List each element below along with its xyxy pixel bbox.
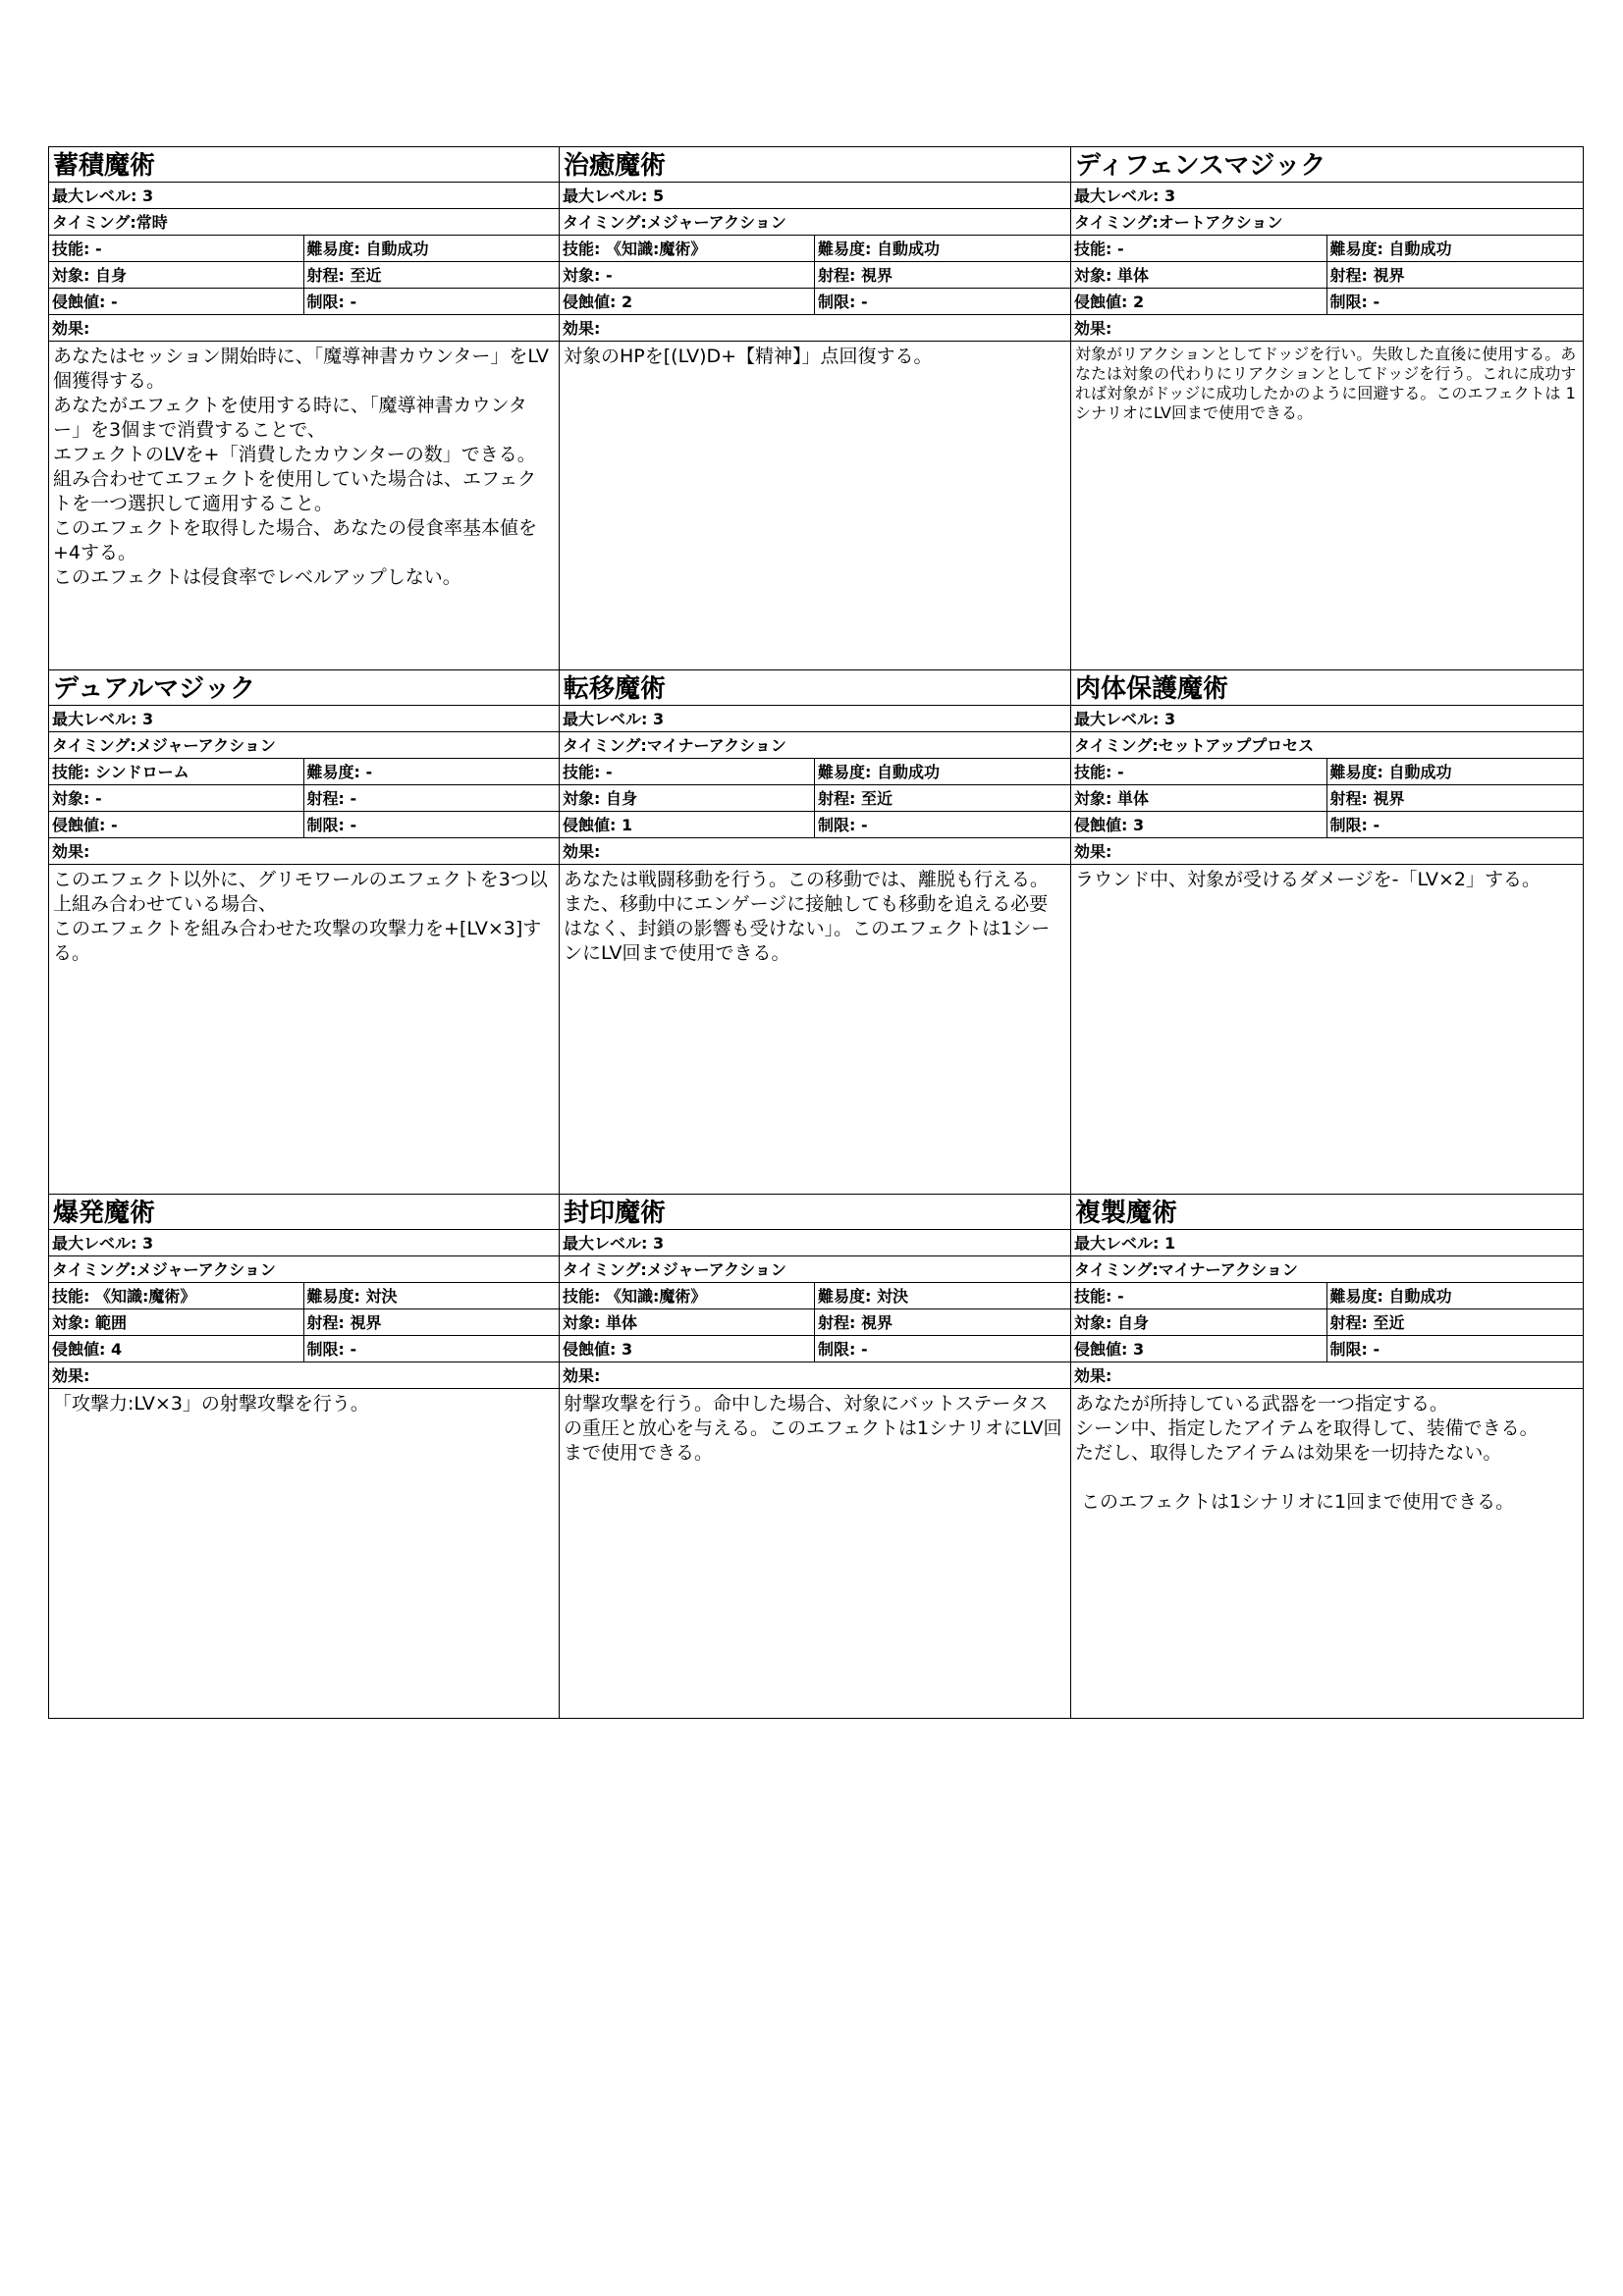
encroach: 侵蝕値: 3: [1071, 1336, 1327, 1362]
skill: 技能: シンドローム: [49, 759, 304, 784]
difficulty: 難易度: 自動成功: [1329, 1287, 1452, 1306]
skill: 技能: -: [49, 236, 304, 261]
range: 射程: 視界: [1329, 789, 1405, 808]
max-level: 最大レベル: 3: [1071, 706, 1583, 732]
effect-card: [1071, 1195, 1584, 1719]
limit: 制限: -: [1329, 1340, 1380, 1359]
difficulty: 難易度: -: [306, 763, 373, 781]
difficulty: 難易度: 自動成功: [1329, 240, 1452, 258]
skill: 技能: 《知識:魔術》: [49, 1283, 304, 1308]
max-level: 最大レベル: 3: [49, 183, 559, 209]
target-range-row: [1071, 262, 1583, 289]
effect-header: 効果:: [1071, 315, 1583, 342]
max-level: 最大レベル: 3: [560, 1230, 1070, 1256]
limit: 制限: -: [1329, 816, 1380, 834]
range: 射程: 視界: [306, 1313, 382, 1332]
encroach-limit-row: [1071, 1336, 1583, 1362]
limit: 制限: -: [306, 293, 357, 311]
skill: 技能: -: [1071, 1283, 1327, 1308]
range: 射程: 視界: [818, 1313, 893, 1332]
encroach-limit-row: [560, 289, 1070, 315]
limit: 制限: -: [306, 1340, 357, 1359]
target: 対象: 単体: [560, 1309, 815, 1335]
timing: タイミング:マイナーアクション: [560, 732, 1070, 759]
max-level: 最大レベル: 1: [1071, 1230, 1583, 1256]
timing: タイミング:セットアッププロセス: [1071, 732, 1583, 759]
target-range-row: [1071, 785, 1583, 812]
effect-header: 効果:: [560, 315, 1070, 342]
timing: タイミング:オートアクション: [1071, 209, 1583, 236]
limit: 制限: -: [818, 293, 868, 311]
encroach-limit-row: [49, 1336, 559, 1362]
target: 対象: 範囲: [49, 1309, 304, 1335]
effect-header: 効果:: [1071, 1362, 1583, 1389]
encroach: 侵蝕値: -: [49, 289, 304, 314]
effect-text: あなたはセッション開始時に、「魔導神書カウンター」をLV個獲得する。 あなたがエフェクトを使用する時に、「魔導神書カウンター」を3個まで消費することで、 エフェクトのLVを+「消費したカウンターの数」できる。 組み合わせてエフェクトを使用していた場合は、エフェクトを一つ選択して適用すること。 このエフェクトを取得した場合、あなたの侵食率基本値を+4する。 このエフェクトは侵食率でレベルアップしない。: [53, 346, 549, 588]
effect-card: [48, 146, 560, 670]
encroach: 侵蝕値: 4: [49, 1336, 304, 1362]
encroach: 侵蝕値: 3: [560, 1336, 815, 1362]
skill-difficulty-row: [49, 759, 559, 785]
encroach: 侵蝕値: 1: [560, 812, 815, 837]
effect-header: 効果:: [560, 838, 1070, 865]
effect-header: 効果:: [49, 838, 559, 865]
range: 射程: 至近: [306, 266, 382, 285]
target-range-row: [560, 1309, 1070, 1336]
range: 射程: -: [306, 789, 357, 808]
difficulty: 難易度: 自動成功: [1329, 763, 1452, 781]
encroach-limit-row: [49, 812, 559, 838]
effect-card: [1071, 670, 1584, 1195]
effect-name: ディフェンスマジック: [1071, 147, 1583, 183]
effect-card: [560, 670, 1071, 1195]
effect-header: 効果:: [49, 1362, 559, 1389]
timing: タイミング:メジャーアクション: [560, 209, 1070, 236]
encroach: 侵蝕値: 3: [1071, 812, 1327, 837]
difficulty: 難易度: 対決: [306, 1287, 398, 1306]
range: 射程: 至近: [818, 789, 893, 808]
timing: タイミング:メジャーアクション: [49, 1256, 559, 1283]
target: 対象: 単体: [1071, 262, 1327, 288]
skill-difficulty-row: [1071, 236, 1583, 262]
difficulty: 難易度: 自動成功: [818, 240, 940, 258]
effect-text: このエフェクト以外に、グリモワールのエフェクトを3つ以上組み合わせている場合、 このエフェクトを組み合わせた攻撃の攻撃力を+[LV×3]する。: [53, 869, 548, 964]
target-range-row: [49, 785, 559, 812]
effect-card: [48, 1195, 560, 1719]
skill: 技能: 《知識:魔術》: [560, 236, 815, 261]
skill-difficulty-row: [49, 1283, 559, 1309]
effect-card: [1071, 146, 1584, 670]
encroach-limit-row: [1071, 289, 1583, 315]
difficulty: 難易度: 自動成功: [818, 763, 940, 781]
effect-card: [560, 1195, 1071, 1719]
effect-name: 複製魔術: [1071, 1195, 1583, 1230]
skill-difficulty-row: [560, 1283, 1070, 1309]
effect-card-grid: [48, 146, 1584, 1719]
target: 対象: 自身: [1071, 1309, 1327, 1335]
effect-name: 蓄積魔術: [49, 147, 559, 183]
encroach: 侵蝕値: 2: [560, 289, 815, 314]
skill: 技能: -: [1071, 236, 1327, 261]
effect-name: デュアルマジック: [49, 670, 559, 706]
timing: タイミング:常時: [49, 209, 559, 236]
target-range-row: [560, 785, 1070, 812]
skill-difficulty-row: [1071, 759, 1583, 785]
effect-name: 転移魔術: [560, 670, 1070, 706]
skill-difficulty-row: [1071, 1283, 1583, 1309]
effect-text: あなたが所持している武器を一つ指定する。 シーン中、指定したアイテムを取得して、装備できる。 ただし、取得したアイテムは効果を一切持たない。 このエフェクトは1シナリオに1回まで使用できる。: [1075, 1393, 1539, 1513]
skill: 技能: 《知識:魔術》: [560, 1283, 815, 1308]
encroach: 侵蝕値: -: [49, 812, 304, 837]
effect-name: 爆発魔術: [49, 1195, 559, 1230]
max-level: 最大レベル: 3: [49, 706, 559, 732]
encroach-limit-row: [560, 812, 1070, 838]
limit: 制限: -: [818, 1340, 868, 1359]
max-level: 最大レベル: 3: [1071, 183, 1583, 209]
effect-header: 効果:: [49, 315, 559, 342]
effect-text: ラウンド中、対象が受けるダメージを-「LV×2」する。: [1075, 869, 1541, 890]
effect-text: 対象のHPを[(LV)D+【精神】」点回復する。: [564, 346, 933, 367]
encroach-limit-row: [1071, 812, 1583, 838]
max-level: 最大レベル: 3: [49, 1230, 559, 1256]
timing: タイミング:マイナーアクション: [1071, 1256, 1583, 1283]
range: 射程: 視界: [1329, 266, 1405, 285]
range: 射程: 至近: [1329, 1313, 1405, 1332]
target: 対象: -: [560, 262, 815, 288]
skill-difficulty-row: [560, 236, 1070, 262]
effect-text: あなたは戦闘移動を行う。この移動では、離脱も行える。また、移動中にエンゲージに接触しても移動を追える必要はなく、封鎖の影響も受けない」。このエフェクトは1シーンにLV回まで使用できる。: [564, 869, 1051, 964]
effect-text: 対象がリアクションとしてドッジを行い。失敗した直後に使用する。あなたは対象の代わりにリアクションとしてドッジを行う。これに成功すれば対象がドッジに成功したかのように回避する。このエフェクトは 1シナリオにLV回まで使用できる。: [1075, 345, 1577, 422]
target: 対象: 自身: [49, 262, 304, 288]
target-range-row: [1071, 1309, 1583, 1336]
effect-card: [560, 146, 1071, 670]
difficulty: 難易度: 自動成功: [306, 240, 429, 258]
range: 射程: 視界: [818, 266, 893, 285]
effect-name: 肉体保護魔術: [1071, 670, 1583, 706]
effect-name: 封印魔術: [560, 1195, 1070, 1230]
skill-difficulty-row: [49, 236, 559, 262]
effect-sheet: [48, 146, 1584, 1719]
skill: 技能: -: [1071, 759, 1327, 784]
encroach-limit-row: [560, 1336, 1070, 1362]
target-range-row: [49, 1309, 559, 1336]
target: 対象: -: [49, 785, 304, 811]
limit: 制限: -: [818, 816, 868, 834]
target: 対象: 自身: [560, 785, 815, 811]
difficulty: 難易度: 対決: [818, 1287, 908, 1306]
timing: タイミング:メジャーアクション: [49, 732, 559, 759]
max-level: 最大レベル: 5: [560, 183, 1070, 209]
target-range-row: [49, 262, 559, 289]
effect-name: 治癒魔術: [560, 147, 1070, 183]
target: 対象: 単体: [1071, 785, 1327, 811]
encroach-limit-row: [49, 289, 559, 315]
limit: 制限: -: [1329, 293, 1380, 311]
effect-header: 効果:: [560, 1362, 1070, 1389]
skill-difficulty-row: [560, 759, 1070, 785]
timing: タイミング:メジャーアクション: [560, 1256, 1070, 1283]
max-level: 最大レベル: 3: [560, 706, 1070, 732]
effect-header: 効果:: [1071, 838, 1583, 865]
target-range-row: [560, 262, 1070, 289]
effect-text: 射撃攻撃を行う。命中した場合、対象にバットステータスの重圧と放心を与える。このエフェクトは1シナリオにLV回まで使用できる。: [564, 1393, 1062, 1464]
effect-text: 「攻撃力:LV×3」の射撃攻撃を行う。: [53, 1393, 369, 1415]
skill: 技能: -: [560, 759, 815, 784]
effect-card: [48, 670, 560, 1195]
limit: 制限: -: [306, 816, 357, 834]
encroach: 侵蝕値: 2: [1071, 289, 1327, 314]
